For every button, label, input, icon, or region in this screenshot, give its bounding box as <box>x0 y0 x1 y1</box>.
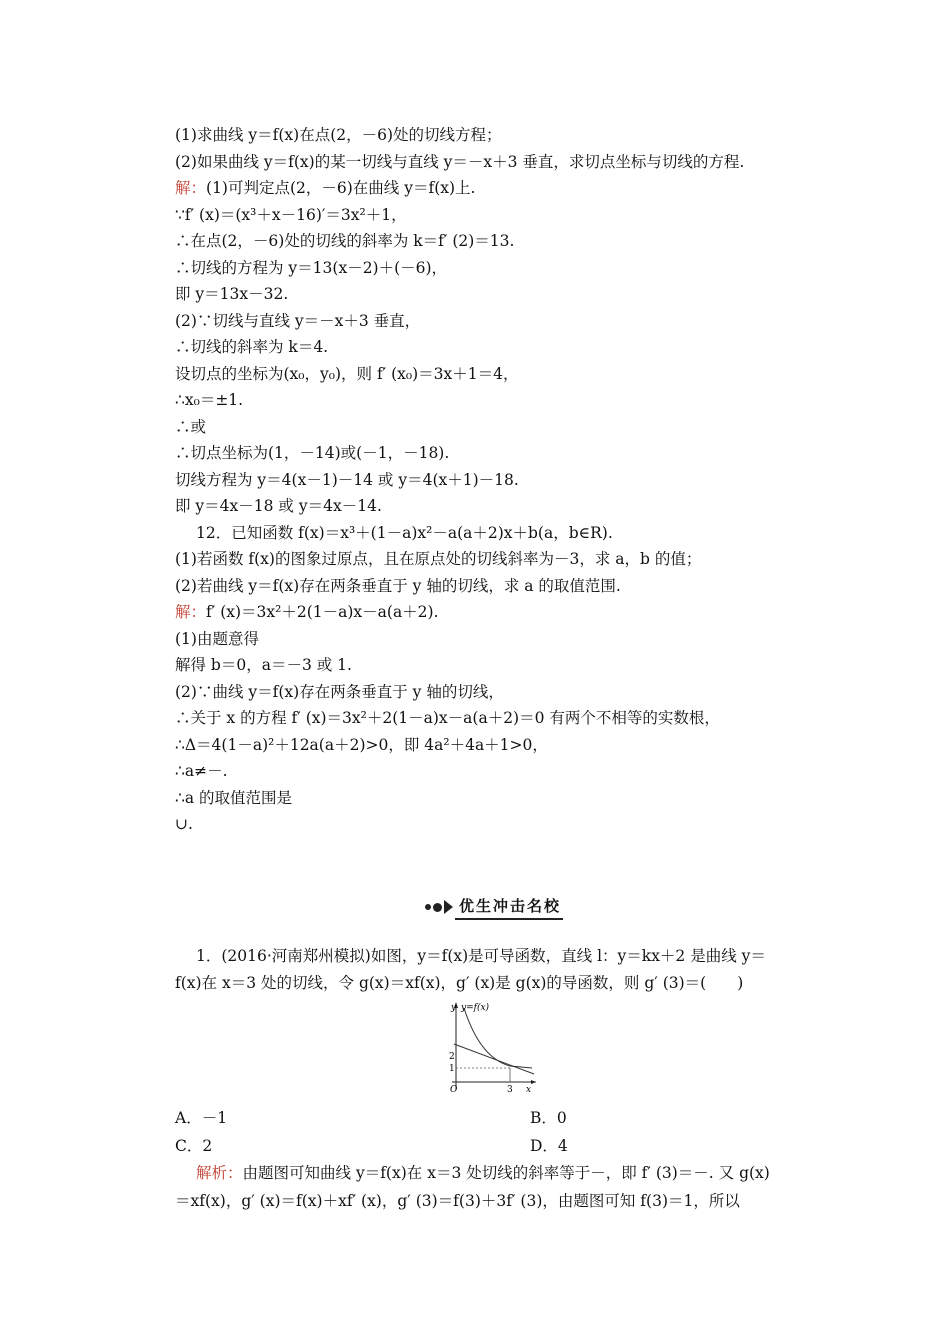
y-label: y <box>451 1003 457 1013</box>
analysis-text-1: 由题图可知曲线 y＝f(x)在 x＝3 处切线的斜率等于－，即 f′ (3)＝－. 又 g(x) <box>242 1164 770 1182</box>
x-label: x <box>526 1085 532 1094</box>
tick-label-3: 3 <box>507 1085 513 1094</box>
line-text: ∴a≠－. <box>175 762 228 780</box>
curve-label: y=f(x) <box>461 1003 490 1013</box>
line-text: ∴x₀＝±1. <box>175 391 244 409</box>
text-line <box>175 443 449 463</box>
line-text: (2)如果曲线 y＝f(x)的某一切线与直线 y＝－x＋3 垂直，求切点坐标与切线的方程. <box>175 152 745 171</box>
line-text: ∴关于 x 的方程 f′ (x)＝3x²＋2(1－a)x－a(a＋2)＝0 有两个不相等的实数根， <box>175 709 720 727</box>
text-line <box>175 390 243 410</box>
line-text: (1)可判定点(2，－6)在曲线 y＝f(x)上. <box>206 179 476 197</box>
text-line <box>175 735 548 755</box>
line-text: 即 y＝4x－18 或 y＝4x－14. <box>175 497 382 515</box>
text-line <box>175 284 288 304</box>
text-line <box>175 125 502 145</box>
banner-arrow-icon <box>444 900 453 914</box>
line-text: 即 y＝13x－32. <box>175 285 289 303</box>
option-d: D．4 <box>530 1137 568 1155</box>
text-line <box>175 231 514 251</box>
line-text: ∴切点坐标为(1，－14)或(－1，－18). <box>175 444 450 462</box>
text-line <box>175 682 504 702</box>
text-line <box>175 549 701 569</box>
line-text: (1)由题意得 <box>175 629 259 648</box>
line-text: 解得 b＝0，a＝－3 或 1. <box>175 656 352 674</box>
banner-title: 优生冲击名校 <box>455 895 563 920</box>
line-text: ∪. <box>175 815 193 833</box>
line-text: ∵f′ (x)＝(x³＋x－16)′＝3x²＋1， <box>175 205 407 224</box>
line-text: 切线方程为 y＝4(x－1)－14 或 y＝4(x＋1)－18. <box>175 470 519 489</box>
text-line <box>175 337 328 357</box>
x-axis-arrow-icon <box>531 1080 536 1084</box>
section-banner <box>425 895 563 919</box>
text-line <box>175 417 206 437</box>
banner-dot-icon <box>425 904 431 910</box>
text-line <box>175 258 447 278</box>
tangent-line-l <box>454 1044 534 1074</box>
text-line <box>175 576 621 596</box>
question-1-line-2: f(x)在 x＝3 处的切线，令 g(x)＝xf(x)，g′ (x)是 g(x)的导函数，则 g′ (3)＝( ) <box>175 974 744 992</box>
text-line <box>175 629 259 649</box>
text-line <box>175 205 407 225</box>
line-text: 设切点的坐标为(x₀，y₀)，则 f′ (x₀)＝3x＋1＝4， <box>175 364 519 383</box>
line-text: (1)求曲线 y＝f(x)在点(2，－6)处的切线方程； <box>175 126 502 144</box>
line-text: ∴在点(2，－6)处的切线的斜率为 k＝f′ (2)＝13. <box>175 232 515 250</box>
banner-dot-icon <box>433 903 442 912</box>
solution-label: 解： <box>175 603 207 621</box>
line-text: (2)若曲线 y＝f(x)存在两条垂直于 y 轴的切线，求 a 的取值范围. <box>175 576 621 595</box>
solution-label: 解： <box>175 179 207 197</box>
text-line <box>175 364 519 384</box>
line-text: ∴Δ＝4(1－a)²＋12a(a＋2)>0，即 4a²＋4a＋1>0， <box>175 735 548 754</box>
line-text: 12．已知函数 f(x)＝x³＋(1－a)x²－a(a＋2)x＋b(a，b∈R). <box>196 523 613 542</box>
text-line <box>175 311 420 331</box>
text-line <box>196 523 613 543</box>
text-line <box>175 788 292 808</box>
line-text: ∴切线的方程为 y＝13(x－2)＋(－6)， <box>175 258 448 277</box>
function-graph-figure <box>440 998 540 1094</box>
line-text: ∴或 <box>175 417 207 436</box>
option-b: B．0 <box>530 1109 567 1127</box>
analysis-line-2: ＝xf(x)，g′ (x)＝f(x)＋xf′ (x)，g′ (3)＝f(3)＋3f′ (3)，由题图可知 f(3)＝1，所以 <box>175 1192 740 1210</box>
question-1-line-1: 1．(2016·河南郑州模拟)如图，y＝f(x)是可导函数，直线 l：y＝kx＋2 是曲线 y＝ <box>196 947 766 965</box>
analysis-label: 解析： <box>196 1164 243 1182</box>
tick-label-1: 1 <box>449 1064 455 1074</box>
option-a: A．－1 <box>175 1109 228 1127</box>
analysis-line-1 <box>196 1163 770 1183</box>
text-line <box>175 761 228 781</box>
text-line <box>175 152 744 172</box>
text-line <box>175 178 475 198</box>
tick-label-2: 2 <box>449 1052 455 1062</box>
text-line <box>175 602 439 622</box>
line-text: (2)∵曲线 y＝f(x)存在两条垂直于 y 轴的切线， <box>175 682 504 701</box>
curve-f <box>464 1008 532 1068</box>
text-line <box>175 496 382 516</box>
line-text: ∴切线的斜率为 k＝4. <box>175 338 329 356</box>
text-line <box>175 655 352 675</box>
origin-label: O <box>450 1085 458 1094</box>
line-text: f′ (x)＝3x²＋2(1－a)x－a(a＋2). <box>206 603 439 621</box>
line-text: (1)若函数 f(x)的图象过原点，且在原点处的切线斜率为－3，求 a，b 的值； <box>175 550 702 568</box>
option-c: C．2 <box>175 1137 213 1155</box>
text-line <box>175 470 519 490</box>
line-text: (2)∵切线与直线 y＝－x＋3 垂直， <box>175 311 421 330</box>
line-text: ∴a 的取值范围是 <box>175 788 293 807</box>
text-line <box>175 708 720 728</box>
text-line <box>175 814 193 834</box>
